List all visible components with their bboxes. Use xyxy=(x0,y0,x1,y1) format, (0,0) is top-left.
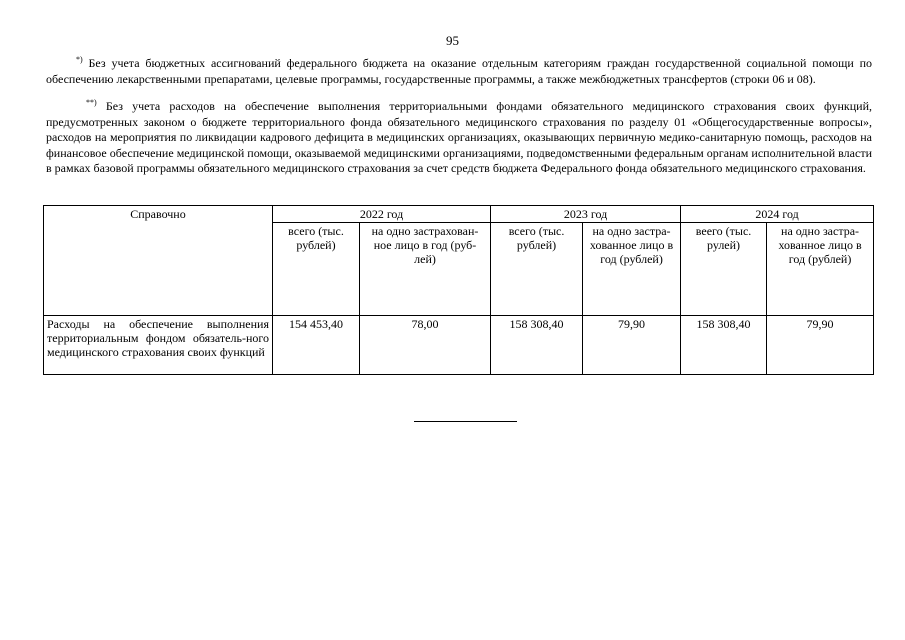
reference-table xyxy=(43,205,874,375)
footnote-1-text: Без учета бюджетных ассигнований федерального бюджета на оказание отдельным категориям граждан государственной социальной помощи по обеспечению лекарственными препаратами, целевые программы, государственные программы, а также межбюджетных трансфертов (строки 06 и 08). xyxy=(46,56,872,86)
footnote-1-mark: *) xyxy=(76,55,83,64)
page-number: 95 xyxy=(446,33,459,48)
year-header-2024: 2024 год xyxy=(681,206,874,223)
value-per-person-2022: 78,00 xyxy=(360,316,491,375)
col-header-per-person-2022: на одно застрахован-ное лицо в год (руб-лей) xyxy=(360,223,491,316)
value-total-2022: 154 453,40 xyxy=(273,316,360,375)
footnote-2-mark: **) xyxy=(86,98,97,107)
corner-header: Справочно xyxy=(44,206,273,316)
table-header-years xyxy=(44,206,874,223)
footnote-2 xyxy=(46,99,872,177)
end-divider xyxy=(414,421,517,422)
year-header-2022: 2022 год xyxy=(273,206,491,223)
col-header-total-2023: всего (тыс. рублей) xyxy=(491,223,583,316)
col-header-per-person-2023: на одно застра-хованное лицо в год (рублей) xyxy=(583,223,681,316)
table-row xyxy=(44,316,874,375)
col-header-total-2022: всего (тыс. рублей) xyxy=(273,223,360,316)
col-header-total-2024: веего (тыс. рулей) xyxy=(681,223,767,316)
footnote-2-text: Без учета расходов на обеспечение выполнения территориальными фондами обязательного медицинского страхования своих функций, предусмотренных законом о бюджете территориального фонда обязательного медицинского страхования по разделу 01 «Общегосударственные вопросы», расходов на мероприятия по ликвидации кадрового дефицита в медицинских организациях, оказывающих первичную медико-санитарную помощь, расходов на финансовое обеспечение медицинской помощи, оказываемой медицинскими организациями, подведомственными федеральным органам исполнительной власти в рамках базовой программы обязательного медицинского страхования за счет средств бюджета Федерального фонда обязательного медицинского страхования. xyxy=(46,99,872,175)
col-header-per-person-2024: на одно застра-хованное лицо в год (рублей) xyxy=(767,223,874,316)
row-label: Расходы на обеспечение выполнения территориальным фондом обязатель-ного медицинского страхования своих функций xyxy=(44,316,273,375)
value-per-person-2023: 79,90 xyxy=(583,316,681,375)
value-per-person-2024: 79,90 xyxy=(767,316,874,375)
value-total-2023: 158 308,40 xyxy=(491,316,583,375)
year-header-2023: 2023 год xyxy=(491,206,681,223)
value-total-2024: 158 308,40 xyxy=(681,316,767,375)
footnote-1 xyxy=(46,56,872,87)
